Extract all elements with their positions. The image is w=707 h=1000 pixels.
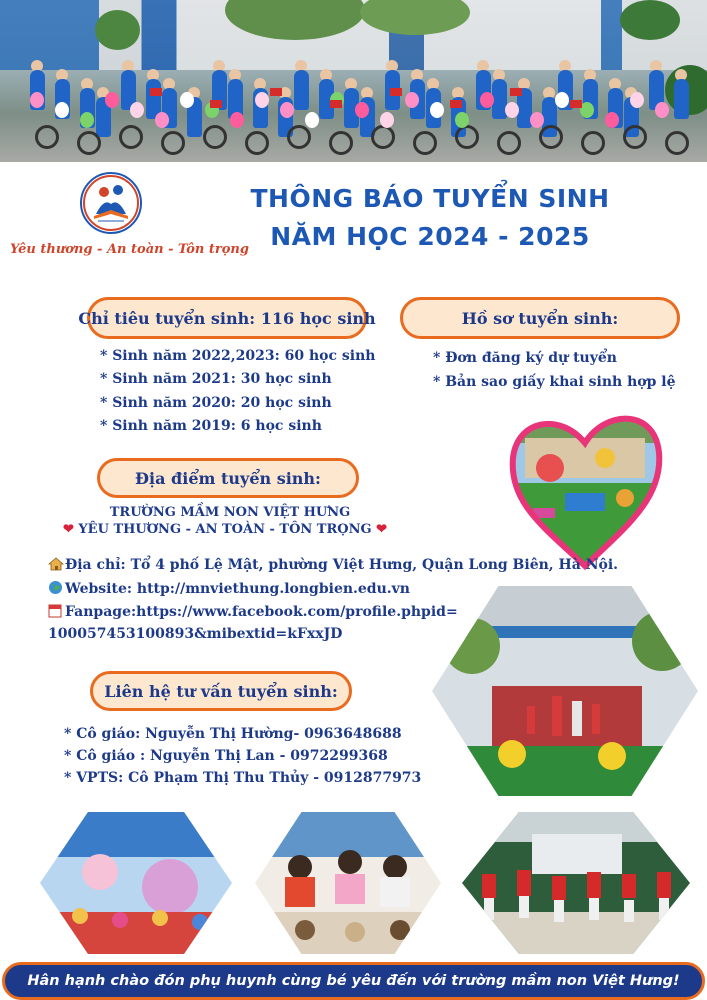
- banner-bike-wheel: [203, 125, 227, 149]
- banner-balloon: [480, 92, 494, 108]
- website-link[interactable]: Website: http://mnviethung.longbien.edu.vn: [65, 581, 410, 597]
- quota-item: * Sinh năm 2022,2023: 60 học sinh: [100, 348, 376, 364]
- hexagon-photo-stage: [432, 586, 698, 796]
- banner-bike-wheel: [413, 131, 437, 155]
- banner-balloon: [130, 102, 144, 118]
- quota-item: * Sinh năm 2020: 20 học sinh: [100, 395, 332, 411]
- banner-bike-wheel: [119, 125, 143, 149]
- banner-child: [674, 79, 689, 119]
- banner-photo: [0, 0, 707, 162]
- document-item: * Bản sao giấy khai sinh hợp lệ: [433, 374, 676, 390]
- banner-bike-wheel: [329, 131, 353, 155]
- location-heading: Địa điểm tuyển sinh:: [97, 458, 359, 498]
- banner-balloon: [180, 92, 194, 108]
- banner-balloon: [655, 102, 669, 118]
- banner-balloon: [80, 112, 94, 128]
- banner-balloon: [555, 92, 569, 108]
- banner-bike-wheel: [497, 131, 521, 155]
- contact-item: * Cô giáo : Nguyễn Thị Lan - 0972299368: [64, 748, 388, 764]
- documents-heading: Hồ sơ tuyển sinh:: [400, 297, 680, 339]
- banner-flag: [390, 88, 402, 96]
- banner-balloon: [255, 92, 269, 108]
- banner-balloon: [380, 112, 394, 128]
- address-row: [48, 557, 618, 573]
- banner-bike-wheel: [77, 131, 101, 155]
- globe-icon: [48, 580, 64, 594]
- quota-item: * Sinh năm 2021: 30 học sinh: [100, 371, 332, 387]
- quota-item: * Sinh năm 2019: 6 học sinh: [100, 418, 322, 434]
- contact-item: * VPTS: Cô Phạm Thị Thu Thủy - 0912877973: [64, 770, 422, 786]
- document-item: * Đơn đăng ký dự tuyển: [433, 350, 617, 366]
- banner-bike-wheel: [581, 131, 605, 155]
- banner-balloon: [55, 102, 69, 118]
- heart-icon: ❤: [376, 522, 388, 537]
- school-motto: YÊU THƯƠNG - AN TOÀN - TÔN TRỌNG: [78, 522, 372, 537]
- hexagon-photo-performance: [462, 812, 690, 954]
- banner-flag: [210, 100, 222, 108]
- banner-flag: [510, 88, 522, 96]
- banner-bike-wheel: [623, 125, 647, 149]
- banner-bike-wheel: [665, 131, 689, 155]
- hexagon-photo-event: [40, 812, 232, 954]
- quota-heading: Chỉ tiêu tuyển sinh: 116 học sinh: [87, 297, 367, 339]
- banner-balloon: [30, 92, 44, 108]
- website-row: [48, 580, 410, 597]
- page-title: THÔNG BÁO TUYỂN SINH: [250, 184, 610, 213]
- banner-balloon: [105, 92, 119, 108]
- banner-balloon: [305, 112, 319, 128]
- banner-balloon: [230, 112, 244, 128]
- fanpage-link-continued[interactable]: 100057453100893&mibextid=kFxxJD: [48, 626, 343, 642]
- banner-balloon: [430, 102, 444, 118]
- banner-balloon: [405, 92, 419, 108]
- banner-balloon: [505, 102, 519, 118]
- school-motto-row: [60, 522, 390, 537]
- banner-flag: [150, 88, 162, 96]
- banner-balloon: [455, 112, 469, 128]
- banner-balloon: [155, 112, 169, 128]
- heart-photo: [505, 398, 665, 578]
- banner-balloon: [280, 102, 294, 118]
- banner-bike-wheel: [35, 125, 59, 149]
- school-logo: [80, 172, 142, 234]
- banner-balloon: [630, 92, 644, 108]
- house-icon: [48, 557, 64, 571]
- calendar-icon: [48, 603, 64, 617]
- banner-balloon: [355, 102, 369, 118]
- school-slogan: Yêu thương - An toàn - Tôn trọng: [10, 242, 249, 257]
- banner-bike-wheel: [455, 125, 479, 149]
- heart-icon: ❤: [62, 522, 74, 537]
- banner-flag: [570, 100, 582, 108]
- fanpage-row: [48, 603, 458, 620]
- contact-heading: Liên hệ tư vấn tuyển sinh:: [90, 671, 352, 711]
- fanpage-link[interactable]: Fanpage:https://www.facebook.com/profile.phpid=: [65, 604, 458, 620]
- banner-bike-wheel: [287, 125, 311, 149]
- address-text: Địa chỉ: Tổ 4 phố Lệ Mật, phường Việt Hưng, Quận Long Biên, Hà Nội.: [65, 557, 619, 573]
- banner-balloon: [530, 112, 544, 128]
- banner-flag: [450, 100, 462, 108]
- banner-child: [294, 70, 309, 110]
- banner-balloon: [605, 112, 619, 128]
- footer-banner: Hân hạnh chào đón phụ huynh cùng bé yêu đến với trường mầm non Việt Hưng!: [2, 962, 705, 1000]
- banner-bike-wheel: [539, 125, 563, 149]
- banner-bike-wheel: [161, 131, 185, 155]
- banner-bike-wheel: [245, 131, 269, 155]
- contact-item: * Cô giáo: Nguyễn Thị Hường- 0963648688: [64, 726, 402, 742]
- page-subtitle: NĂM HỌC 2024 - 2025: [270, 222, 590, 251]
- hexagon-photo-cooking: [255, 812, 441, 954]
- banner-balloon: [580, 102, 594, 118]
- banner-flag: [330, 100, 342, 108]
- banner-flag: [270, 88, 282, 96]
- banner-bike-wheel: [371, 125, 395, 149]
- school-name: TRƯỜNG MẦM NON VIỆT HƯNG: [109, 505, 351, 520]
